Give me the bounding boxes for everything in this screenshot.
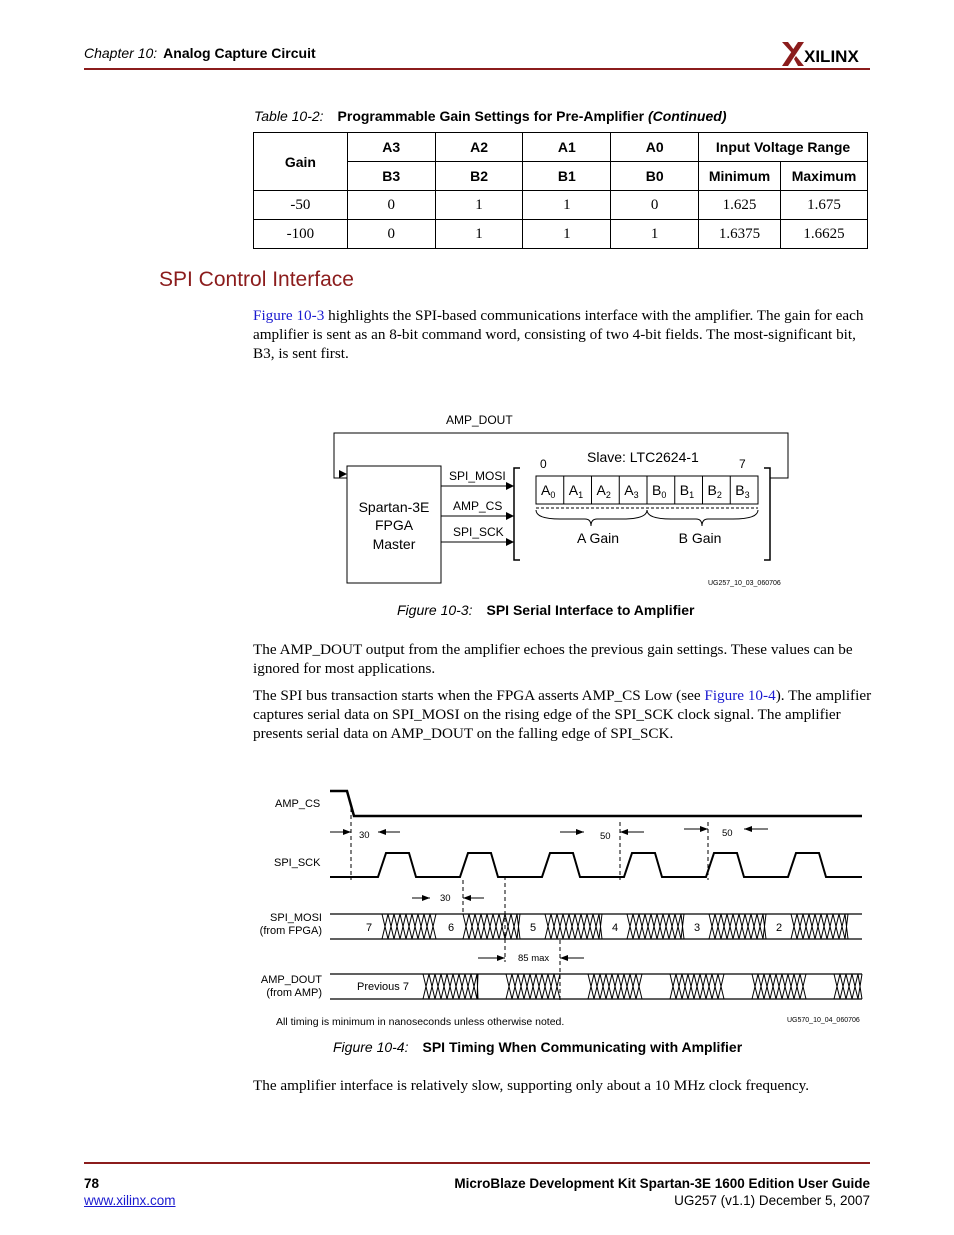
table-row: -100 0 1 1 1 1.6375 1.6625 [254,220,868,249]
paragraph: The amplifier interface is relatively slow, supporting only about a 10 MHz clock frequency. [253,1077,809,1094]
mosi-transition-band [463,914,520,939]
register-cell: $A_1$ [568,482,584,500]
paragraph: Figure 10-3 highlights the SPI-based communications interface with the amplifier. The gain for each amplifier is sent as an 8-bit command word, consisting of two 4-bit fields. The most-significant bit, B3, is sent first. [253,307,864,362]
dout-transition-band [423,974,478,999]
spi-timing-diagram [0,780,954,1030]
b-gain-label: B Gain [678,530,722,546]
dout-transition-band [670,974,724,999]
bit-index: 7 [739,457,746,471]
paragraph: The SPI bus transaction starts when the FPGA asserts AMP_CS Low (see Figure 10-4). The amplifier captures serial data on SPI_MOSI on the rising edge of the SPI_SCK clock signal. The amplifier presents serial data on AMP_DOUT on the falling edge of SPI_SCK. [253,687,872,742]
bit-index: 0 [540,457,547,471]
col-bit: A0 [611,133,699,162]
dout-transition-band [506,974,560,999]
spi-mosi-label: SPI_MOSI [270,912,322,924]
col-bit: A2 [435,133,523,162]
arrow-icon [506,512,514,520]
arrow-icon [339,470,347,478]
a-gain-brace [536,510,647,526]
timing-value: 50 [600,831,611,842]
timing-value: 30 [359,830,370,841]
dout-transition-band [588,974,642,999]
amp-dout-wire [334,433,788,478]
xilinx-logo [782,38,872,70]
amp-dout-label: AMP_DOUT [446,413,513,427]
spi-sck-label: SPI_SCK [274,857,321,869]
mosi-transition-band [382,914,436,939]
figure-caption: Figure 10-3: SPI Serial Interface to Amplifier [397,602,695,618]
slave-bracket-left [514,468,520,560]
arrow-icon [343,826,752,961]
footer-rule [84,1162,870,1164]
register-cell: $A_3$ [624,482,639,500]
col-bit: A3 [347,133,435,162]
arrow-icon [506,538,514,546]
gain-table [253,132,868,249]
figure-link[interactable]: Figure 10-4 [704,687,776,704]
svg-text:Master: Master [372,536,416,552]
timing-note: All timing is minimum in nanoseconds unless otherwise noted. [276,1016,565,1028]
col-range: Input Voltage Range [699,133,868,162]
register-cell: $A_0$ [541,482,556,500]
figure-code: UG570_10_04_060706 [787,1017,860,1024]
chapter-title: Analog Capture Circuit [163,45,316,61]
amp-cs-waveform [330,791,862,816]
mosi-bit: 6 [447,922,455,934]
col-gain: Gain [254,133,348,191]
doc-id: UG257 (v1.1) December 5, 2007 [674,1193,870,1208]
col-min: Minimum [699,162,781,191]
table-row: -50 0 1 1 0 1.625 1.675 [254,191,868,220]
figure-link[interactable]: Figure 10-3 [253,307,325,324]
website-link[interactable]: www.xilinx.com [84,1193,176,1208]
svg-text:FPGA: FPGA [374,517,414,533]
slave-bracket-right [764,468,770,560]
mosi-bit: 2 [775,922,783,934]
page-number: 78 [84,1176,100,1191]
a-gain-label: A Gain [576,530,620,546]
section-title: SPI Control Interface [159,268,354,291]
header-rule [84,68,870,70]
arrow-icon [506,482,514,490]
slave-label: Slave: LTC2624-1 [587,449,699,465]
spi-interface-diagram [0,400,954,600]
running-header [84,45,316,61]
logo-text: XILINX [804,47,859,66]
amp-cs-label: AMP_CS [275,798,321,810]
mosi-transition-band [545,914,602,939]
register-cell: $B_3$ [735,482,750,500]
timing-guide [351,808,708,1002]
spi-sck-label: SPI_SCK [453,525,504,539]
dout-transition-band [834,974,862,999]
register-cell: $B_2$ [707,482,722,500]
svg-text:(from FPGA): (from FPGA) [259,925,322,937]
dout-transition-band [752,974,806,999]
amp-dout-label: AMP_DOUT [260,974,322,986]
chapter-label: Chapter 10: [84,45,158,61]
timing-value: 50 [722,828,733,839]
col-bit: A1 [523,133,611,162]
figure-code: UG257_10_03_060706 [708,580,781,587]
mosi-bit: 5 [529,922,537,934]
b-gain-brace [647,510,758,526]
figure-caption: Figure 10-4: SPI Timing When Communicating with Amplifier [333,1039,743,1055]
col-max: Maximum [781,162,868,191]
svg-text:(from AMP): (from AMP) [266,987,322,999]
mosi-bit: 4 [611,922,619,934]
mosi-transition-band [627,914,684,939]
mosi-bit: 3 [693,922,701,934]
mosi-bit: 7 [365,922,373,934]
col-bit: B1 [523,162,611,191]
register-cell: $B_0$ [652,482,667,500]
amp-dout-waveform [330,974,862,999]
col-bit: B2 [435,162,523,191]
previous-label: Previous 7 [357,981,409,993]
paragraph: The AMP_DOUT output from the amplifier echoes the previous gain settings. These values can be ignored for most applications. [253,641,853,677]
register-cell: $A_2$ [596,482,611,500]
amp-cs-label: AMP_CS [453,499,503,513]
register-cell: $B_1$ [679,482,695,500]
table-caption: Table 10-2: Programmable Gain Settings for Pre-Amplifier (Continued) [254,108,727,124]
master-label: Spartan-3E [358,499,430,515]
spi-sck-waveform [330,853,862,877]
col-bit: B3 [347,162,435,191]
mosi-transition-band [709,914,766,939]
timing-value: 30 [440,893,451,904]
spi-mosi-label: SPI_MOSI [449,469,506,483]
col-bit: B0 [611,162,699,191]
timing-value: 85 max [518,953,550,964]
mosi-transition-band [791,914,848,939]
guide-title: MicroBlaze Development Kit Spartan-3E 1600 Edition User Guide [454,1176,870,1191]
